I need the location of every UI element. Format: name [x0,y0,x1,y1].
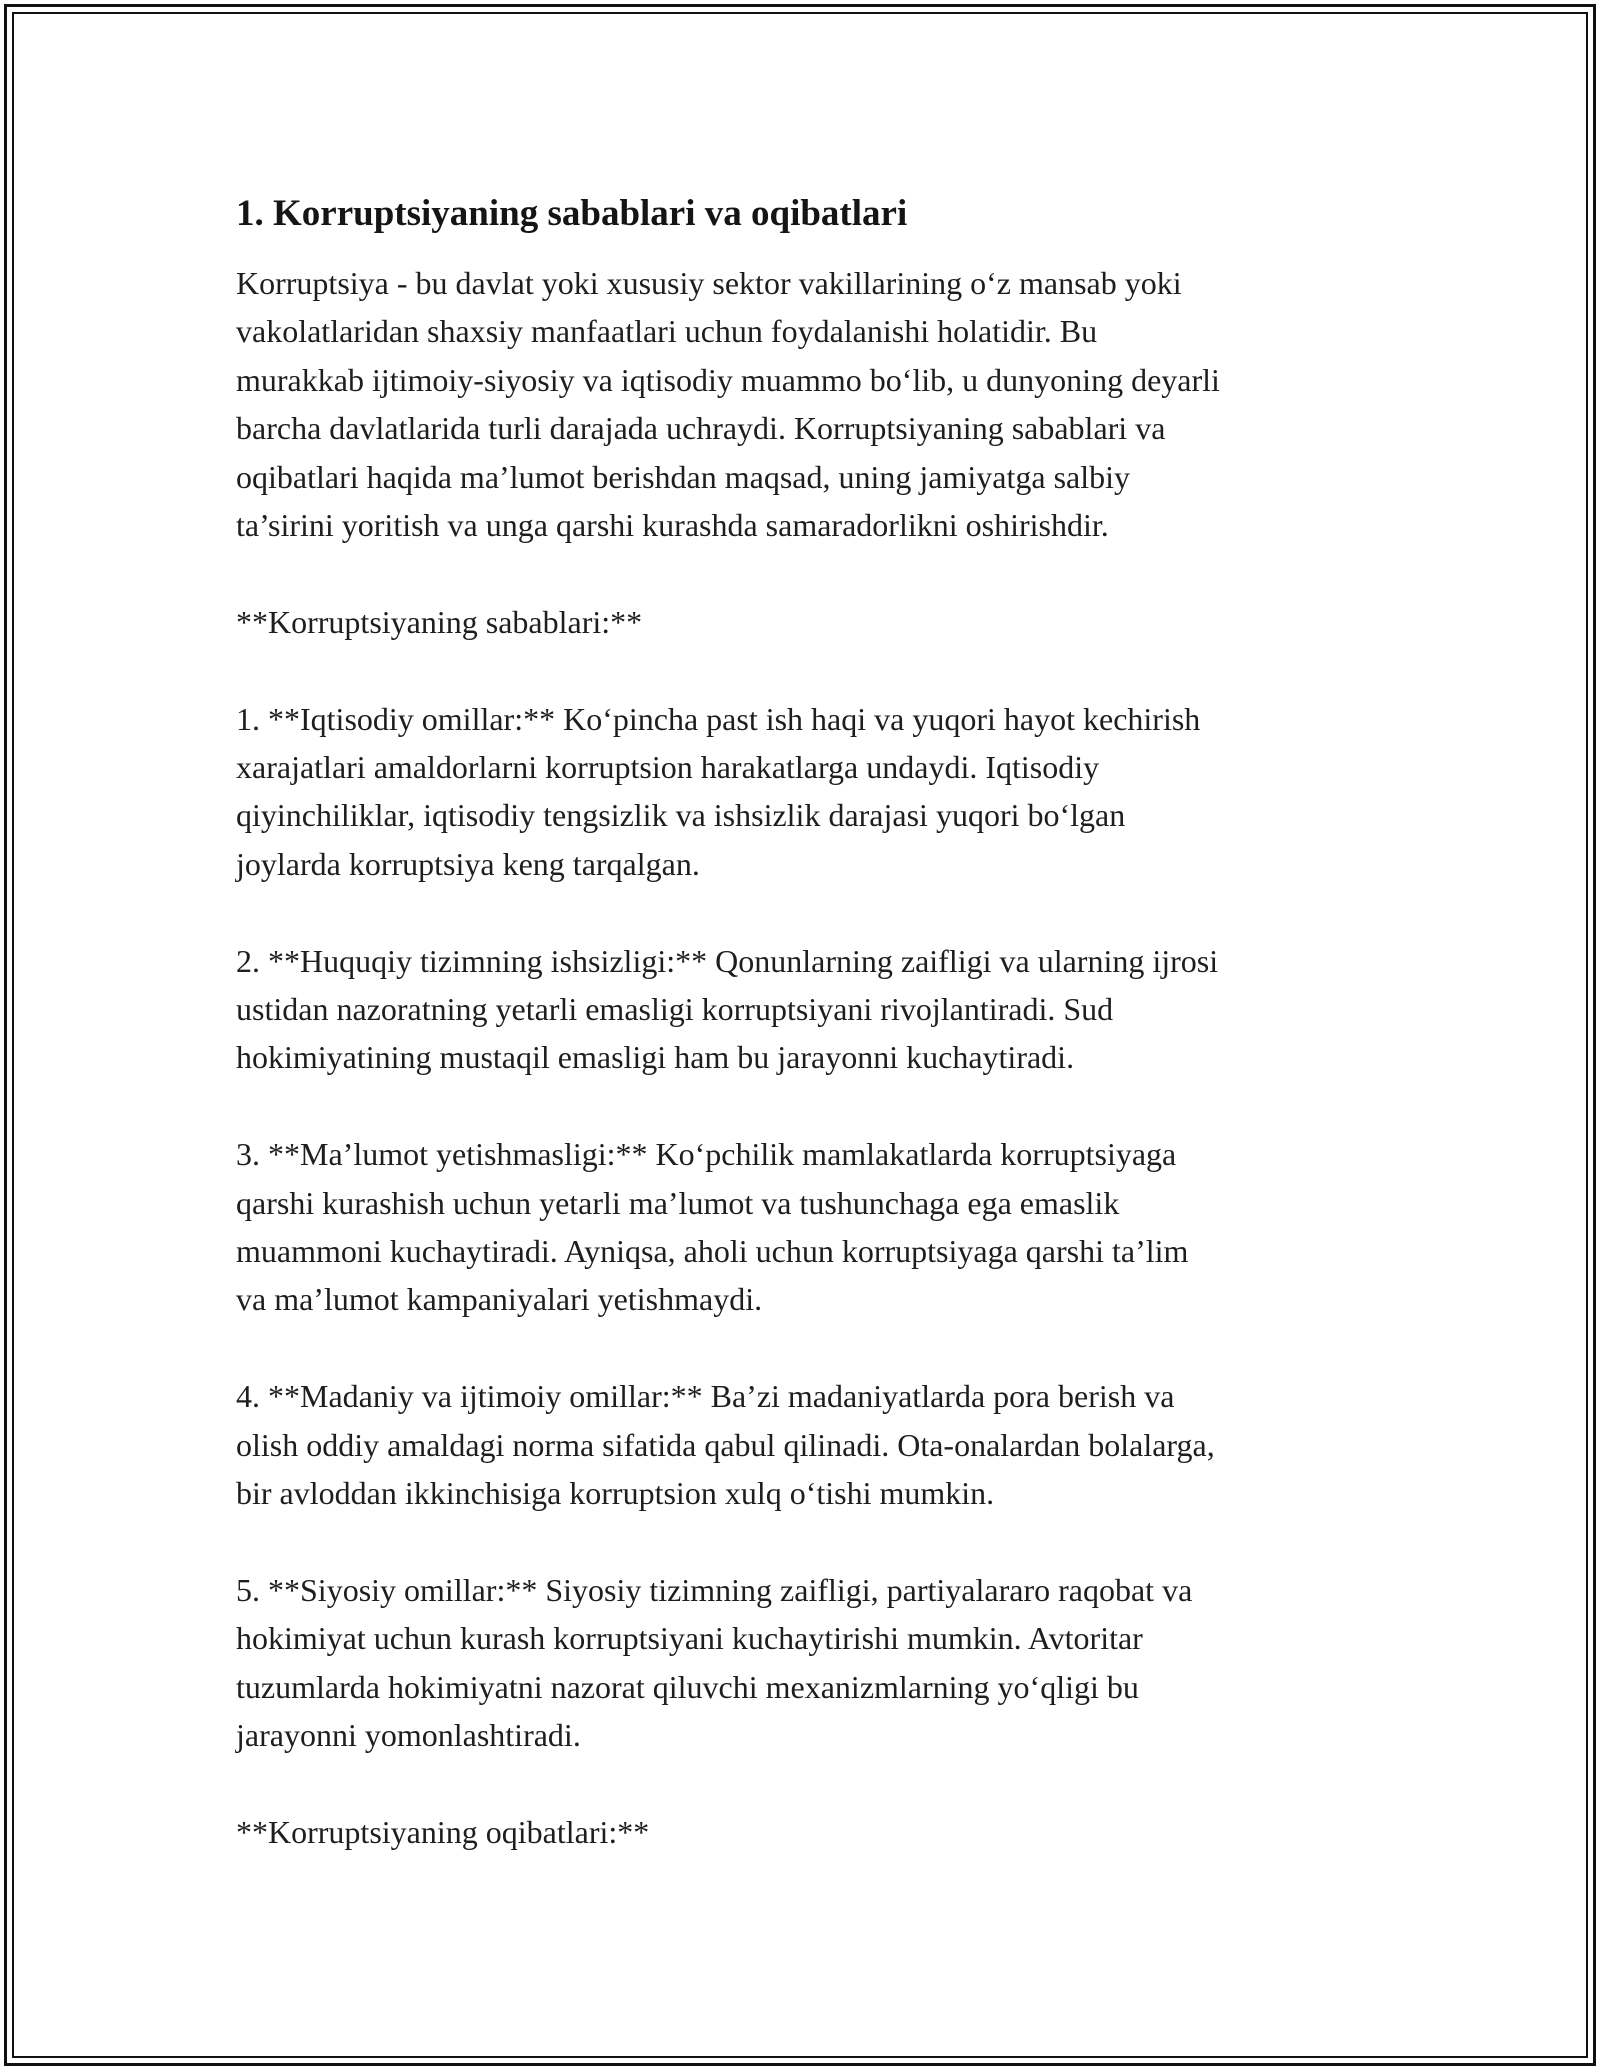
document-title: 1. Korruptsiyaning sabablari va oqibatlari [236,193,908,234]
list-item-political-factors: 5. **Siyosiy omillar:** Siyosiy tizimning zaifligi, partiyalararo raqobat va hokimiyat uchun kurash korruptsiyani kuchaytirishi mumkin. Avtoritar tuzumlarda hokimiyatni nazorat qiluvchi mexanizmlarning yo‘qligi bu jarayonni yomonlashtiradi. [236,1571,1193,1754]
list-item-information-shortage: 3. **Ma’lumot yetishmasligi:** Ko‘pchilik mamlakatlarda korruptsiyaga qarshi kurashish uchun yetarli ma’lumot va tushunchaga ega emaslik muammoni kuchaytiradi. Ayniqsa, aholi uchun korruptsiyaga qarshi ta’lim va ma’lumot kampaniyalari yetishmaydi. [236,1136,1189,1318]
intro-paragraph: Korruptsiya - bu davlat yoki xususiy sektor vakillarining o‘z mansab yoki vakolatlaridan shaxsiy manfaatlari uchun foydalanishi holatidir. Bu murakkab ijtimoiy-siyosiy va iqtisodiy muammo bo‘lib, u dunyoning deyarli barcha davlatlarida turli darajada uchraydi. Korruptsiyaning sabablari va oqibatlari haqida ma’lumot berishdan maqsad, uning jamiyatga salbiy ta’sirini yoritish va unga qarshi kurashda samaradorlikni oshirishdir. [236,265,1220,544]
list-item-cultural-social-factors: 4. **Madaniy va ijtimoiy omillar:** Ba’zi madaniyatlarda pora berish va olish oddiy amaldagi norma sifatida qabul qilinadi. Ota-onalardan bolalarga, bir avloddan ikkinchisiga korruptsion xulq o‘tishi mumkin. [236,1378,1215,1512]
list-item-legal-system: 2. **Huquqiy tizimning ishsizligi:** Qonunlarning zaifligi va ularning ijrosi ustidan nazoratning yetarli emasligi korruptsiyani rivojlantiradi. Sud hokimiyatining mustaqil emasligi ham bu jarayonni kuchaytiradi. [236,942,1219,1076]
causes-heading: **Korruptsiyaning sabablari:** [236,603,643,640]
document-body [236,188,1376,1856]
consequences-heading: **Korruptsiyaning oqibatlari:** [236,1813,650,1850]
list-item-economic-factors: 1. **Iqtisodiy omillar:** Ko‘pincha past ish haqi va yuqori hayot kechirish xarajatlari amaldorlarni korruptsion harakatlarga undaydi. Iqtisodiy qiyinchiliklar, iqtisodiy tengsizlik va ishsizlik darajasi yuqori bo‘lgan joylarda korruptsiya keng tarqalgan. [236,700,1201,882]
